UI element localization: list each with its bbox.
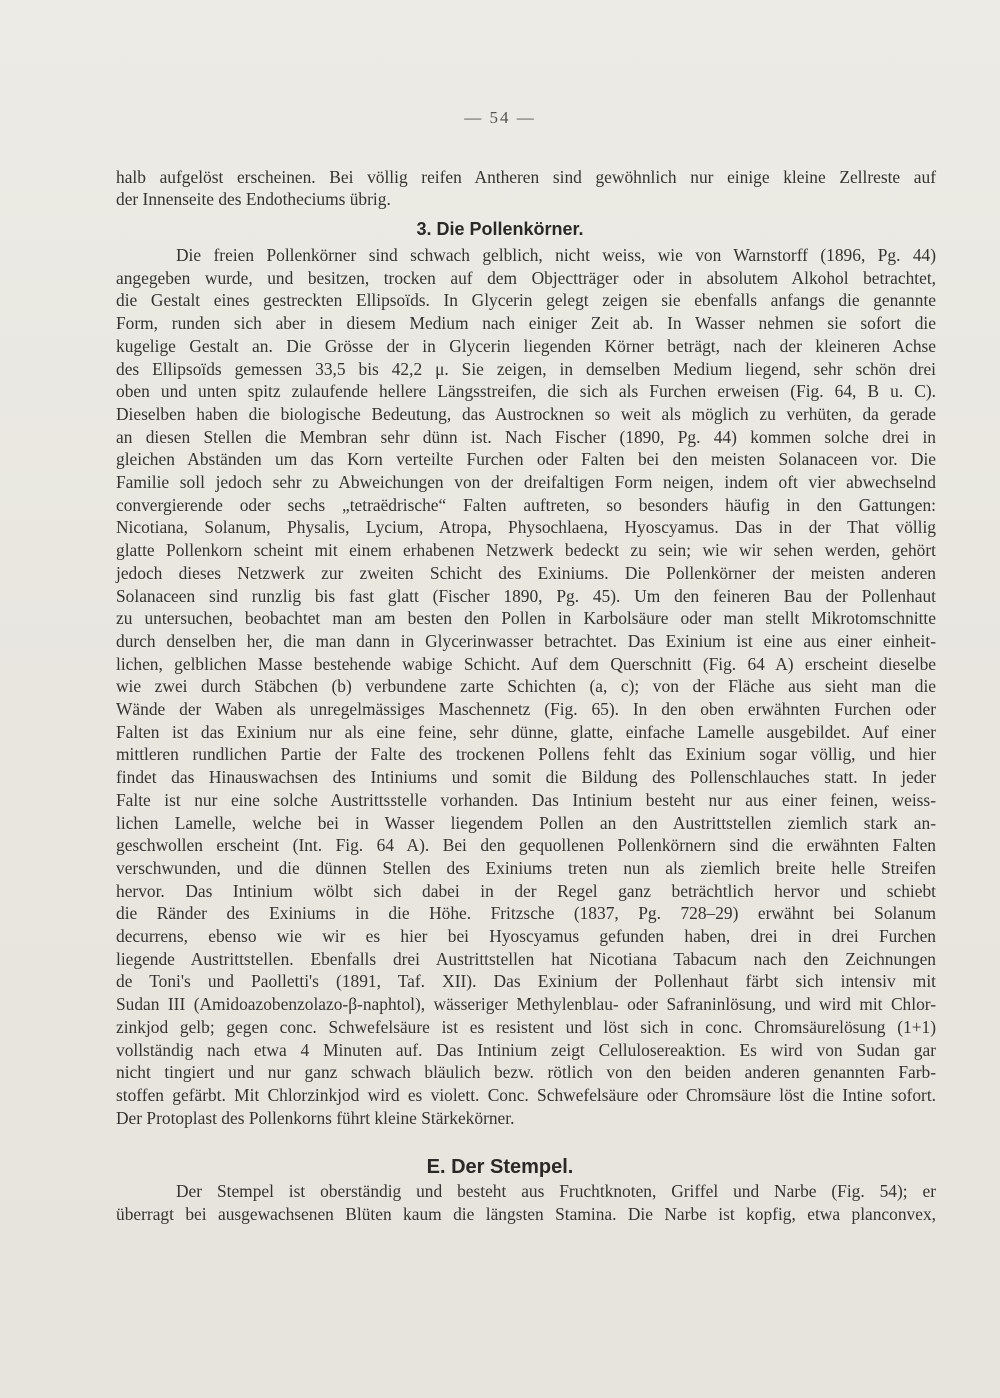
text-line: Familie soll jedoch sehr zu Abweichungen von der dreifaltigen Form neigen, indem oft vier abwechselnd [116,472,936,492]
text-line: Solanaceen sind runzlig bis fast glatt (Fischer 1890, Pg. 45). Um den feineren Bau der Pollenhaut [116,585,936,606]
section-heading-pollenkoerner: 3. Die Pollenkörner. [416,219,584,239]
text-line: vollständig nach etwa 4 Minuten auf. Das Intinium zeigt Cellulosereaktion. Es wird von Sudan gar [116,1039,936,1060]
text-line: wie zwei durch Stäbchen (b) verbundene zarte Schichten (a, c); von der Fläche aus sieht man die [116,676,936,697]
text-line: die Gestalt eines gestreckten Ellipsoïds. In Glycerin gelegt zeigen sie ebenfalls anfangs die genannte [116,290,936,311]
text-line: oben und unten spitz zulaufende hellere Längsstreifen, die sich als Furchen erweisen (Fig. 64, B u. C). [116,381,936,402]
text-line: der Innenseite des Endotheciums übrig. [116,189,391,209]
text-line: Falten ist das Exinium nur als eine feine, sehr dünne, glatte, einfache Lamelle ausgebildet. Auf einer [116,721,936,742]
text-line: Der Protoplast des Pollenkorns führt kleine Stärkekörner. [116,1107,515,1128]
text-line: stoffen gefärbt. Mit Chlorzinkjod wird es violett. Conc. Schwefelsäure oder Chromsäure löst die Intine sofort. [116,1084,936,1105]
text-line: liegende Austrittstellen. Ebenfalls drei Austrittstellen hat Nicotiana Tabacum nach den Zeichnungen [116,948,936,969]
text-line: mittleren rundlichen Partie der Falte des trockenen Pollens fehlt das Exinium sogar völlig, und hier [116,744,936,765]
text-line: gleichen Abständen um das Korn verteilte Furchen oder Falten bei den meisten Solanaceen vor. Die [116,449,936,470]
text-line: angegeben wurde, und besitzen, trocken auf dem Objectträger oder in absolutem Alkohol betrachtet, [116,267,936,288]
text-line: jedoch dieses Netzwerk zur zweiten Schicht des Exiniums. Die Pollenkörner der meisten anderen [116,562,936,583]
text-line: zu untersuchen, beobachtet man am besten den Pollen in Karbolsäure oder man stellt Mikrotomschnitte [116,608,936,629]
text-line: kugelige Gestalt an. Die Grösse der in Glycerin liegenden Körner beträgt, nach der kleineren Achse [116,335,936,356]
text-line: Wände der Waben als unregelmässiges Maschennetz (Fig. 65). In den oben erwähnten Furchen oder [116,699,936,719]
text-line: durch denselben her, die man dann in Glycerinwasser betrachtet. Das Exinium ist eine aus einer einheit- [116,630,936,651]
text-line: Dieselben haben die biologische Bedeutung, das Austrocknen so weit als möglich zu verhüten, da gerade [116,403,936,424]
page-number: — 54 — [464,108,536,127]
text-line: halb aufgelöst erscheinen. Bei völlig reifen Antheren sind gewöhnlich nur einige kleine Zellreste auf [116,167,936,187]
text-line: an diesen Stellen die Membran sehr dünn ist. Nach Fischer (1890, Pg. 44) kommen solche drei in [116,426,936,447]
text-line: hervor. Das Intinium wölbt sich dabei in der Regel ganz beträchtlich hervor und schiebt [116,880,936,901]
text-line: Der Stempel ist oberständig und besteht aus Fruchtknoten, Griffel und Narbe (Fig. 54); er [176,1181,936,1201]
text-line: Die freien Pollenkörner sind schwach gelblich, nicht weiss, wie von Warnstorff (1896, Pg. 44) [176,245,936,265]
text-line: nicht tingiert und nur ganz schwach bläulich bezw. rötlich von den beiden anderen genannten Farb- [116,1062,936,1083]
text-line: lichen, gelblichen Masse bestehende wabige Schicht. Auf dem Querschnitt (Fig. 64 A) erscheint dieselbe [116,653,936,674]
text-line: Nicotiana, Solanum, Physalis, Lycium, Atropa, Physochlaena, Hyoscyamus. Das in der That völlig [116,517,936,538]
text-line: decurrens, ebenso wie wir es hier bei Hyoscyamus gefunden haben, drei in drei Furchen [116,926,936,946]
text-line: zinkjod gelb; gegen conc. Schwefelsäure ist es resistent und löst sich in conc. Chromsäurelösung (1+1) [116,1016,936,1037]
text-line: geschwollen erscheint (Int. Fig. 64 A). Bei den gequollenen Pollenkörnern sind die erwähnten Falten [116,835,936,856]
text-line: Sudan III (Amidoazobenzolazo-β-naphtol), wässeriger Methylenblau- oder Safraninlösung, und wird mit Chlor- [116,994,936,1015]
text-line: des Ellipsoïds gemessen 33,5 bis 42,2 μ. Sie zeigen, in demselben Medium liegend, sehr schön drei [116,358,936,379]
text-line: Falte ist nur eine solche Austrittsstelle vorhanden. Das Intinium besteht nur aus einer feinen, weiss- [116,789,936,810]
text-line: die Ränder des Exiniums in die Höhe. Fritzsche (1837, Pg. 728–29) erwähnt bei Solanum [116,903,936,924]
text-line: glatte Pollenkorn scheint mit einem erhabenen Netzwerk bedeckt zu sein; wie wir sehen werden, gehört [116,540,936,561]
text-line: verschwunden, und die dünnen Stellen des Exiniums treten nun als ziemlich breite helle Streifen [116,857,936,878]
text-line: überragt bei ausgewachsenen Blüten kaum die längsten Stamina. Die Narbe ist kopfig, etwa planconvex, [116,1203,936,1224]
text-line: convergierende oder sechs „tetraëdrische“ Falten auftreten, so besonders häufig in den Gattungen: [116,494,936,515]
text-line: Form, runden sich aber in diesem Medium nach einiger Zeit ab. In Wasser nehmen sie sofort die [116,313,936,334]
section-heading-stempel: E. Der Stempel. [426,1156,574,1178]
text-line: de Toni's und Paolletti's (1891, Taf. XII). Das Exinium der Pollenhaut färbt sich intensiv mit [116,971,936,992]
text-line: findet das Hinauswachsen des Intiniums und somit die Bildung des Pollenschlauches statt. In jeder [116,767,936,788]
text-line: lichen Lamelle, welche bei in Wasser liegendem Pollen an den Austrittstellen ziemlich stark an- [116,812,936,833]
